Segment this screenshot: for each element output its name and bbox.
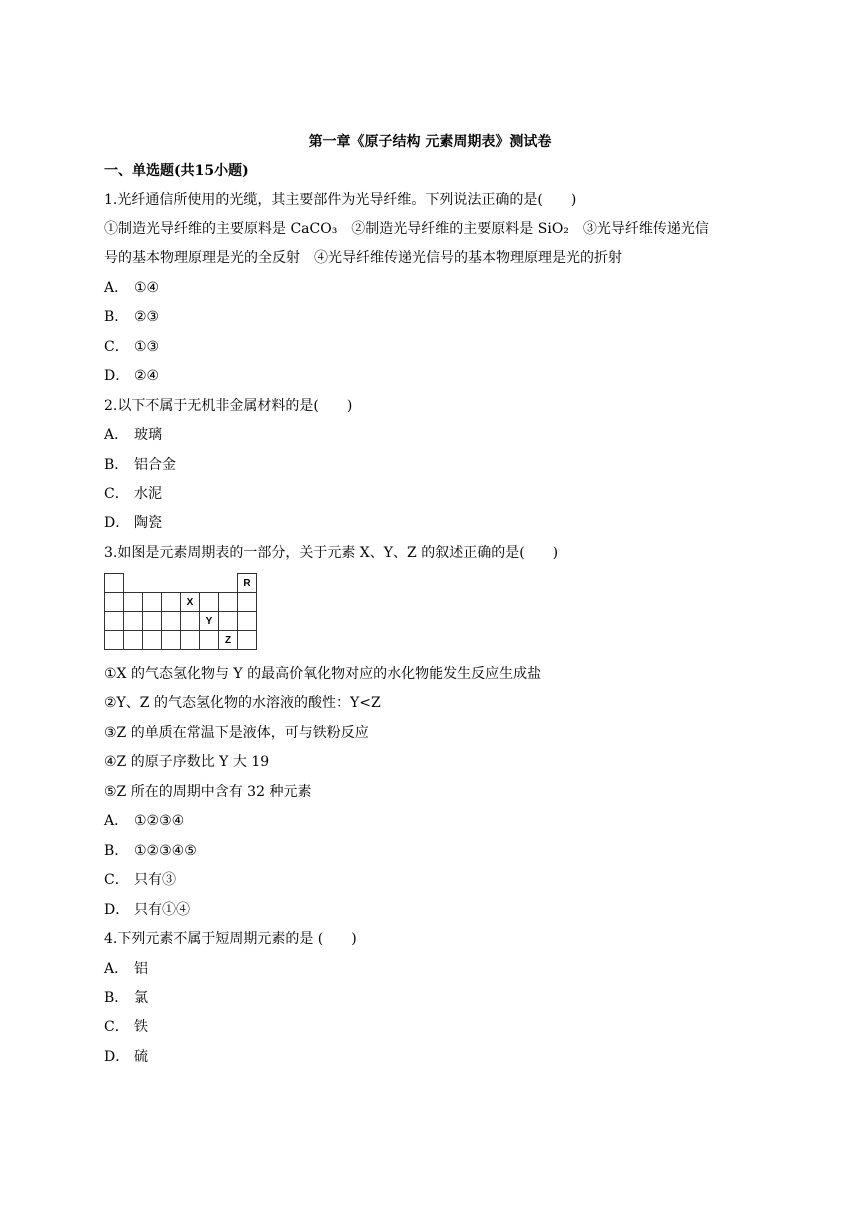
option-letter: D． [104,368,130,384]
option-letter: A． [104,813,129,829]
pt-cell-r: R [238,574,257,593]
question-3-statement-5: ⑤Z 所在的周期中含有 32 种元素 [104,784,312,800]
question-3-statement-1: ①X 的气态氢化物与 Y 的最高价氧化物对应的水化物能发生反应生成盐 [104,666,542,682]
question-1-option-a[interactable] [104,279,159,297]
periodic-table-fragment [104,573,257,650]
option-text: 硫 [134,1049,148,1065]
question-3-stem: 3.如图是元素周期表的一部分，关于元素 X、Y、Z 的叙述正确的是( ) [104,545,559,561]
pt-cell [143,612,162,631]
option-text: ①④ [134,280,160,296]
question-4-option-d[interactable] [104,1048,148,1066]
option-letter: A． [104,280,129,296]
option-letter: D． [104,515,130,531]
pt-cell [105,612,124,631]
option-text: ①③ [134,339,160,355]
pt-cell [162,631,181,650]
question-3-option-a[interactable] [104,812,184,830]
question-4-option-b[interactable] [104,989,148,1007]
pt-gap [143,574,162,593]
question-2-option-a[interactable] [104,426,162,444]
option-letter: A． [104,427,129,443]
pt-cell [181,631,200,650]
question-2-stem: 2.以下不属于无机非金属材料的是( ) [104,398,353,414]
page-title: 第一章《原子结构 元素周期表》测试卷 [308,134,552,150]
pt-cell [143,631,162,650]
option-letter: C． [104,486,129,502]
question-1-option-b[interactable] [104,308,159,326]
option-text: 氯 [134,990,148,1006]
option-letter: A． [104,961,129,977]
pt-gap [181,574,200,593]
pt-cell-x: X [181,593,200,612]
pt-gap [162,574,181,593]
pt-cell [105,631,124,650]
pt-cell [162,593,181,612]
option-letter: B． [104,457,129,473]
pt-cell [238,631,257,650]
pt-cell [124,631,143,650]
option-letter: B． [104,990,129,1006]
option-text: ②③ [134,309,160,325]
question-4-option-c[interactable] [104,1018,148,1036]
pt-gap [219,574,238,593]
pt-cell [200,631,219,650]
question-4-option-a[interactable] [104,960,148,978]
question-3-statement-4: ④Z 的原子序数比 Y 大 19 [104,754,270,770]
pt-cell [219,593,238,612]
pt-cell [143,593,162,612]
option-letter: D． [104,902,130,918]
question-2-option-c[interactable] [104,485,162,503]
pt-cell [105,574,124,593]
pt-gap [124,574,143,593]
pt-cell [162,612,181,631]
question-1-option-c[interactable] [104,338,159,356]
pt-cell [219,612,238,631]
option-letter: C． [104,339,129,355]
option-letter: C． [104,872,129,888]
question-3-option-c[interactable] [104,871,176,889]
question-2-option-d[interactable] [104,514,162,532]
question-1-option-d[interactable] [104,367,159,385]
option-text: 水泥 [134,486,162,502]
option-text: ②④ [134,368,160,384]
option-letter: D． [104,1049,130,1065]
pt-cell [238,593,257,612]
option-text: 只有①④ [134,902,190,918]
option-text: 陶瓷 [134,515,162,531]
option-text: 铝 [134,961,148,977]
pt-cell [105,593,124,612]
pt-cell-z: Z [219,631,238,650]
pt-cell [238,612,257,631]
option-text: ①②③④⑤ [134,843,197,859]
option-text: 只有③ [134,872,176,888]
option-text: 玻璃 [134,427,162,443]
question-1-statements-line-1: ①制造光导纤维的主要原料是 CaCO₃ ②制造光导纤维的主要原料是 SiO₂ ③光导纤维传递光信 [104,221,709,237]
question-1-stem: 1.光纤通信所使用的光缆，其主要部件为光导纤维。下列说法正确的是( ) [104,192,577,208]
option-letter: B． [104,309,129,325]
section-heading: 一、单选题(共15小题) [104,163,249,179]
question-3-statement-3: ③Z 的单质在常温下是液体，可与铁粉反应 [104,725,369,741]
question-3-option-d[interactable] [104,901,190,919]
pt-cell [124,593,143,612]
question-3-statement-2: ②Y、Z 的气态氢化物的水溶液的酸性：Y<Z [104,695,381,711]
question-2-option-b[interactable] [104,456,176,474]
pt-gap [200,574,219,593]
option-text: 铝合金 [134,457,176,473]
question-4-stem: 4.下列元素不属于短周期元素的是 ( ) [104,931,357,947]
option-letter: C． [104,1019,129,1035]
option-letter: B． [104,843,129,859]
pt-cell-y: Y [200,612,219,631]
option-text: 铁 [134,1019,148,1035]
question-1-statements-line-2: 号的基本物理原理是光的全反射 ④光导纤维传递光信号的基本物理原理是光的折射 [104,250,622,266]
pt-cell [181,612,200,631]
pt-cell [200,593,219,612]
option-text: ①②③④ [134,813,185,829]
pt-cell [124,612,143,631]
question-3-option-b[interactable] [104,842,197,860]
